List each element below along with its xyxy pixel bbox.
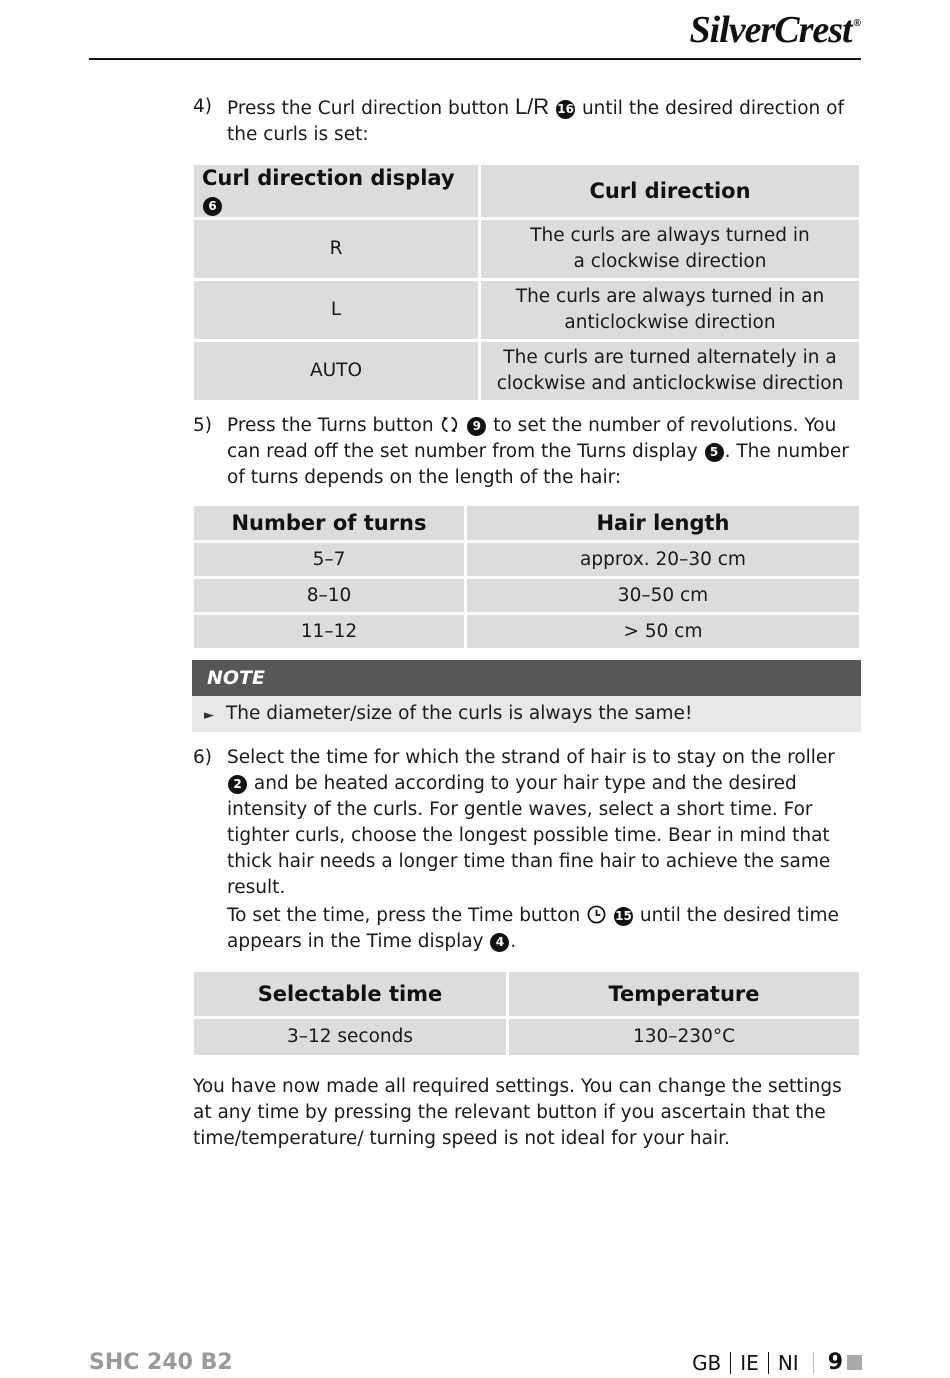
- note-box: [192, 660, 861, 732]
- table-cell: The curls are turned alternately in a clockwise and anticlockwise direction: [481, 342, 859, 400]
- table-header: Curl direction display 6: [194, 165, 478, 217]
- table-row: [194, 543, 859, 576]
- ref-badge: 16: [556, 100, 575, 119]
- brand-logo: SilverCrest ®: [689, 9, 860, 51]
- turns-table: [191, 503, 862, 651]
- curl-direction-table: [191, 162, 862, 403]
- table-row: [194, 281, 859, 339]
- ref-badge: 4: [490, 933, 509, 952]
- model-number: SHC 240 B2: [89, 1350, 233, 1375]
- note-body: [192, 696, 861, 732]
- country-code: IE: [740, 1350, 759, 1375]
- step-number: 5): [193, 415, 212, 436]
- ref-badge: 15: [614, 907, 633, 926]
- table-cell: The curls are always turned in a clockwise direction: [481, 220, 859, 278]
- table-cell: 3–12 seconds: [194, 1019, 506, 1055]
- step-number: 6): [193, 747, 212, 768]
- clock-icon: [587, 905, 606, 924]
- page-marker-square: [847, 1355, 862, 1370]
- table-row: [194, 342, 859, 400]
- turns-rotate-icon: [440, 415, 459, 434]
- step-5: [193, 413, 861, 491]
- table-cell: 130–230°C: [509, 1019, 859, 1055]
- bullet-arrow-icon: ►: [204, 708, 214, 723]
- table-header: Number of turns: [194, 506, 464, 540]
- lr-button-symbol: L/R: [514, 94, 550, 119]
- table-header: Hair length: [467, 506, 859, 540]
- table-cell: L: [194, 281, 478, 339]
- table-cell: 30–50 cm: [467, 579, 859, 612]
- table-cell: 5–7: [194, 543, 464, 576]
- table-cell: R: [194, 220, 478, 278]
- page-content: [193, 94, 861, 1152]
- table-row: [194, 615, 859, 648]
- step-text: Press the Turns button: [227, 415, 440, 436]
- step-text: until the desired direction of the curls is set:: [227, 98, 844, 145]
- step-text: Press the Curl direction button: [227, 98, 515, 119]
- table-header: Selectable time: [194, 972, 506, 1016]
- step-text: until the desired time appears in the Time display: [227, 905, 839, 952]
- table-header: Curl direction: [481, 165, 859, 217]
- table-cell: > 50 cm: [467, 615, 859, 648]
- ref-badge: 5: [705, 443, 724, 462]
- page-number: 9: [827, 1350, 843, 1375]
- table-row: [194, 220, 859, 278]
- closing-paragraph: You have now made all required settings. You can change the settings at any time by pressing the relevant button if you ascertain that the time/temperature/ turning speed is not ideal for your hair.: [193, 1076, 842, 1149]
- step-4: [193, 94, 861, 148]
- time-table: [191, 969, 862, 1058]
- ref-badge: 9: [467, 417, 486, 436]
- header-rule: [89, 58, 861, 60]
- table-cell: AUTO: [194, 342, 478, 400]
- table-cell: 11–12: [194, 615, 464, 648]
- step-6: 6) Select the time for which the strand of hair is to stay on the roller 2 and be heated according to your hair type and the desired intensity of the curls. For gentle waves, select a short time. For tighter curls, choose the longest possible time. Bear in mind that thick hair needs a longer time than fine hair to achieve the same result. To set the time, press the Time button 15 until the desired time appears in the Time display 4 .: [193, 747, 839, 952]
- table-row: [194, 579, 859, 612]
- step-text: and be heated according to your hair type and the desired intensity of the curls. For gentle waves, select a short time. For tighter curls, choose the longest possible time. Bear in mind that thick hair needs a longer time than fine hair to achieve the same result.: [227, 773, 831, 898]
- ref-badge: 6: [203, 197, 222, 216]
- step-text: To set the time, press the Time button: [227, 905, 587, 926]
- country-code: GB: [692, 1350, 722, 1375]
- table-cell: The curls are always turned in an anticlockwise direction: [481, 281, 859, 339]
- ref-badge: 2: [228, 775, 247, 794]
- step-text: . The number of turns depends on the length of the hair:: [227, 441, 849, 488]
- divider: [813, 1352, 814, 1374]
- divider: [768, 1352, 769, 1374]
- note-title: NOTE: [192, 660, 861, 696]
- note-text: The diameter/size of the curls is always the same!: [226, 703, 693, 724]
- page-footer: [692, 1350, 862, 1375]
- country-code: NI: [777, 1350, 799, 1375]
- table-cell: approx. 20–30 cm: [467, 543, 859, 576]
- divider: [730, 1352, 731, 1374]
- step-number: 4): [193, 96, 212, 117]
- table-row: [194, 1019, 859, 1055]
- step-text: to set the number of revolutions. You can read off the set number from the Turns display: [227, 415, 837, 462]
- table-cell: 8–10: [194, 579, 464, 612]
- table-header: Temperature: [509, 972, 859, 1016]
- step-text: Select the time for which the strand of hair is to stay on the roller: [227, 747, 835, 768]
